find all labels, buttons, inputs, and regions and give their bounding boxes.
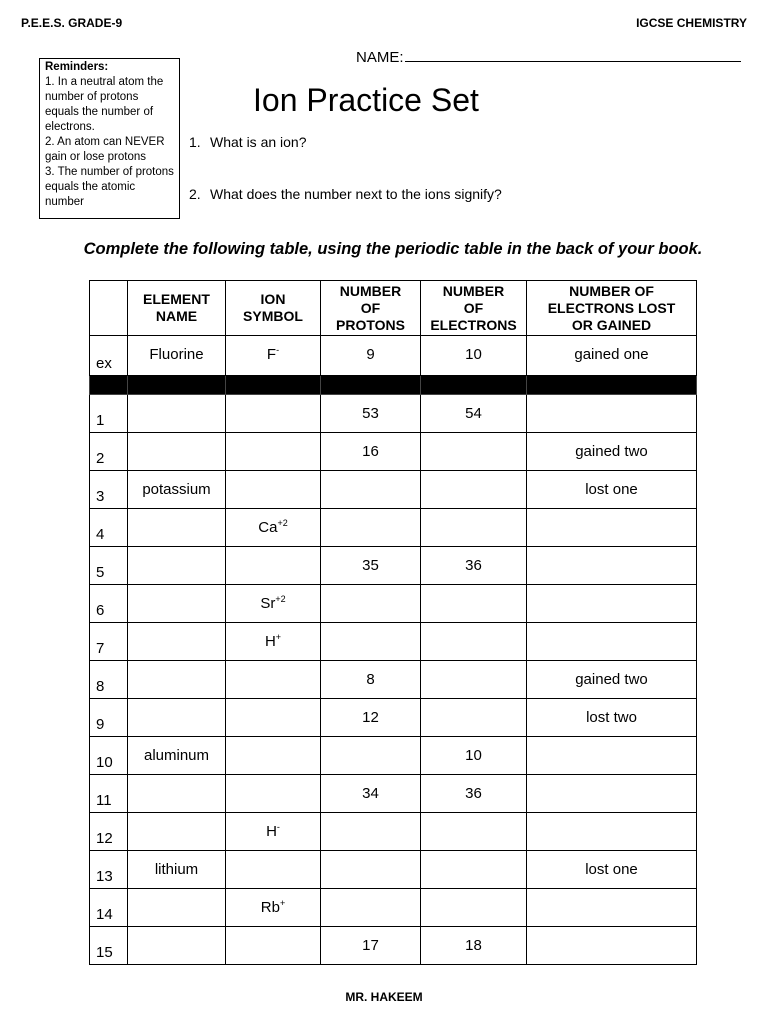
ion-symbol-cell[interactable] (226, 661, 321, 699)
element-name-cell[interactable] (128, 585, 226, 623)
ion-charge: +2 (277, 518, 288, 528)
subject-header: IGCSE CHEMISTRY (636, 16, 747, 30)
row-number-header (90, 281, 128, 336)
example-row (90, 336, 697, 376)
ion-symbol-cell[interactable] (226, 433, 321, 471)
question-1 (189, 134, 307, 150)
protons-cell[interactable] (321, 509, 421, 547)
ion-symbol-text: Ca (258, 519, 278, 536)
name-field[interactable] (356, 46, 741, 66)
electron-change-cell[interactable] (527, 623, 697, 661)
electron-change-header (527, 281, 697, 336)
row-number-cell: 6 (90, 585, 128, 623)
electron-change-cell[interactable] (527, 737, 697, 775)
electron-change-cell[interactable]: lost one (527, 851, 697, 889)
table-row (90, 395, 697, 433)
electrons-cell[interactable]: 10 (421, 737, 527, 775)
electron-change-cell[interactable] (527, 889, 697, 927)
ion-table (89, 280, 697, 965)
name-blank-line[interactable] (405, 46, 741, 62)
header-line: ELEMENT (143, 291, 210, 307)
separator-cell (128, 376, 226, 395)
ion-charge: + (275, 632, 282, 642)
table-row (90, 699, 697, 737)
electrons-cell[interactable] (421, 433, 527, 471)
ion-symbol-cell[interactable] (226, 623, 321, 661)
ion-symbol-cell[interactable] (226, 471, 321, 509)
table-row (90, 471, 697, 509)
header-line: SYMBOL (243, 308, 303, 324)
row-number-cell: 3 (90, 471, 128, 509)
protons-cell[interactable] (321, 889, 421, 927)
header-line: NUMBER (442, 282, 505, 299)
electrons-cell[interactable] (421, 585, 527, 623)
protons-cell[interactable] (321, 623, 421, 661)
separator-cell (527, 376, 697, 395)
header-line: ELECTRONS (430, 316, 517, 333)
ion-symbol-text: F (266, 346, 277, 363)
ion-symbol-cell[interactable] (226, 737, 321, 775)
electron-change-cell[interactable] (527, 509, 697, 547)
table-instruction: Complete the following table, using the periodic table in the back of your book. (83, 240, 703, 258)
electron-change-cell[interactable] (527, 813, 697, 851)
separator-cell (321, 376, 421, 395)
element-name-cell[interactable] (128, 433, 226, 471)
element-name-cell[interactable]: potassium (128, 471, 226, 509)
separator-cell (90, 376, 128, 395)
ion-symbol-cell[interactable] (226, 336, 321, 376)
header-line: NUMBER OF (569, 282, 654, 299)
table-row (90, 661, 697, 699)
ion-symbol-cell[interactable] (226, 585, 321, 623)
ion-charge: + (279, 898, 286, 908)
protons-cell[interactable]: 12 (321, 699, 421, 737)
element-name-cell[interactable] (128, 547, 226, 585)
protons-cell[interactable] (321, 471, 421, 509)
question-text: What does the number next to the ions signify? (210, 186, 502, 202)
reminder-3: 3. The number of protons equals the atomic number (45, 166, 174, 208)
table-row (90, 509, 697, 547)
protons-cell[interactable]: 8 (321, 661, 421, 699)
header-line: OF (463, 299, 484, 316)
protons-cell[interactable] (321, 813, 421, 851)
element-name-cell[interactable]: Fluorine (128, 336, 226, 376)
element-name-cell[interactable] (128, 775, 226, 813)
protons-cell[interactable] (321, 851, 421, 889)
protons-cell[interactable]: 35 (321, 547, 421, 585)
element-name-cell[interactable]: lithium (128, 851, 226, 889)
ion-symbol-cell[interactable] (226, 813, 321, 851)
ion-charge: - (276, 345, 280, 355)
ion-symbol-cell[interactable] (226, 775, 321, 813)
question-number: 1. (189, 134, 201, 150)
header-line: NAME (155, 308, 198, 324)
electron-change-cell[interactable] (527, 585, 697, 623)
ion-charge: +2 (275, 594, 286, 604)
question-number: 2. (189, 186, 201, 202)
element-name-cell[interactable]: aluminum (128, 737, 226, 775)
question-text: What is an ion? (210, 134, 307, 150)
page-title: Ion Practice Set (253, 82, 479, 118)
electron-change-cell[interactable] (527, 395, 697, 433)
electrons-cell[interactable]: 36 (421, 547, 527, 585)
ion-symbol-cell[interactable] (226, 851, 321, 889)
row-number-cell: 2 (90, 433, 128, 471)
protons-cell[interactable]: 9 (321, 336, 421, 376)
electron-change-cell[interactable]: lost one (527, 471, 697, 509)
row-number-cell: 9 (90, 699, 128, 737)
row-number-cell: ex (90, 336, 128, 376)
ion-symbol-cell[interactable] (226, 509, 321, 547)
reminders-title: Reminders: (45, 61, 109, 73)
ion-symbol-text: Sr (260, 595, 276, 612)
electron-change-cell[interactable]: gained two (527, 661, 697, 699)
header-line: ION (260, 291, 286, 307)
table-row (90, 623, 697, 661)
element-name-cell[interactable] (128, 395, 226, 433)
ion-charge: - (276, 822, 280, 832)
electrons-cell[interactable] (421, 889, 527, 927)
electrons-cell[interactable]: 18 (421, 927, 527, 965)
electrons-cell[interactable]: 10 (421, 336, 527, 376)
ion-symbol-cell[interactable] (226, 889, 321, 927)
electrons-cell[interactable] (421, 509, 527, 547)
table-row (90, 737, 697, 775)
row-number-cell: 10 (90, 737, 128, 775)
ion-symbol-cell[interactable] (226, 699, 321, 737)
element-name-cell[interactable] (128, 699, 226, 737)
protons-header (321, 281, 421, 336)
element-name-cell[interactable] (128, 623, 226, 661)
electron-change-cell[interactable] (527, 927, 697, 965)
reminder-1: 1. In a neutral atom the number of protons equals the number of electrons. (45, 76, 164, 133)
row-number-cell: 11 (90, 775, 128, 813)
ion-symbol-text: H (264, 633, 276, 650)
header-line: OF (360, 299, 381, 316)
element-name-cell[interactable] (128, 813, 226, 851)
header-line: ELECTRONS LOST (547, 299, 676, 316)
row-number-cell: 4 (90, 509, 128, 547)
table-row (90, 927, 697, 965)
element-name-cell[interactable] (128, 509, 226, 547)
header-line: OR GAINED (571, 316, 652, 333)
row-number-cell: 14 (90, 889, 128, 927)
electrons-cell[interactable]: 36 (421, 775, 527, 813)
protons-cell[interactable] (321, 585, 421, 623)
element-name-header (128, 281, 226, 336)
header-line: NUMBER (339, 282, 402, 299)
name-label: NAME: (356, 49, 404, 66)
row-number-cell: 7 (90, 623, 128, 661)
question-2 (189, 186, 502, 202)
table-row (90, 775, 697, 813)
table-row (90, 813, 697, 851)
separator-cell (226, 376, 321, 395)
ion-symbol-text: Rb (260, 899, 280, 916)
electron-change-cell[interactable] (527, 547, 697, 585)
reminder-2: 2. An atom can NEVER gain or lose protons (45, 136, 165, 163)
electrons-cell[interactable] (421, 851, 527, 889)
table-row (90, 889, 697, 927)
separator-cell (421, 376, 527, 395)
protons-cell[interactable]: 17 (321, 927, 421, 965)
electron-change-cell[interactable]: gained one (527, 336, 697, 376)
ion-symbol-cell[interactable] (226, 927, 321, 965)
row-number-cell: 1 (90, 395, 128, 433)
row-number-cell: 15 (90, 927, 128, 965)
element-name-cell[interactable] (128, 889, 226, 927)
electron-change-cell[interactable] (527, 775, 697, 813)
electrons-cell[interactable]: 54 (421, 395, 527, 433)
row-number-cell: 5 (90, 547, 128, 585)
electrons-header (421, 281, 527, 336)
teacher-name-footer: MR. HAKEEM (345, 990, 423, 1004)
ion-symbol-cell[interactable] (226, 547, 321, 585)
reminders-box (39, 58, 180, 219)
table-row (90, 851, 697, 889)
row-number-cell: 12 (90, 813, 128, 851)
electrons-cell[interactable] (421, 623, 527, 661)
electron-change-cell[interactable]: gained two (527, 433, 697, 471)
ion-symbol-text: H (266, 823, 277, 840)
protons-cell[interactable]: 34 (321, 775, 421, 813)
ion-symbol-header (226, 281, 321, 336)
table-header-row (90, 281, 697, 336)
row-number-cell: 13 (90, 851, 128, 889)
protons-cell[interactable] (321, 737, 421, 775)
element-name-cell[interactable] (128, 927, 226, 965)
electrons-cell[interactable] (421, 699, 527, 737)
table-row (90, 585, 697, 623)
school-grade-header: P.E.E.S. GRADE-9 (21, 16, 123, 30)
separator-bar (90, 376, 697, 395)
electrons-cell[interactable] (421, 661, 527, 699)
protons-cell[interactable]: 16 (321, 433, 421, 471)
electron-change-cell[interactable]: lost two (527, 699, 697, 737)
table-row (90, 433, 697, 471)
element-name-cell[interactable] (128, 661, 226, 699)
header-line: PROTONS (336, 316, 405, 333)
ion-symbol-cell[interactable] (226, 395, 321, 433)
table-row (90, 547, 697, 585)
row-number-cell: 8 (90, 661, 128, 699)
electrons-cell[interactable] (421, 471, 527, 509)
electrons-cell[interactable] (421, 813, 527, 851)
protons-cell[interactable]: 53 (321, 395, 421, 433)
